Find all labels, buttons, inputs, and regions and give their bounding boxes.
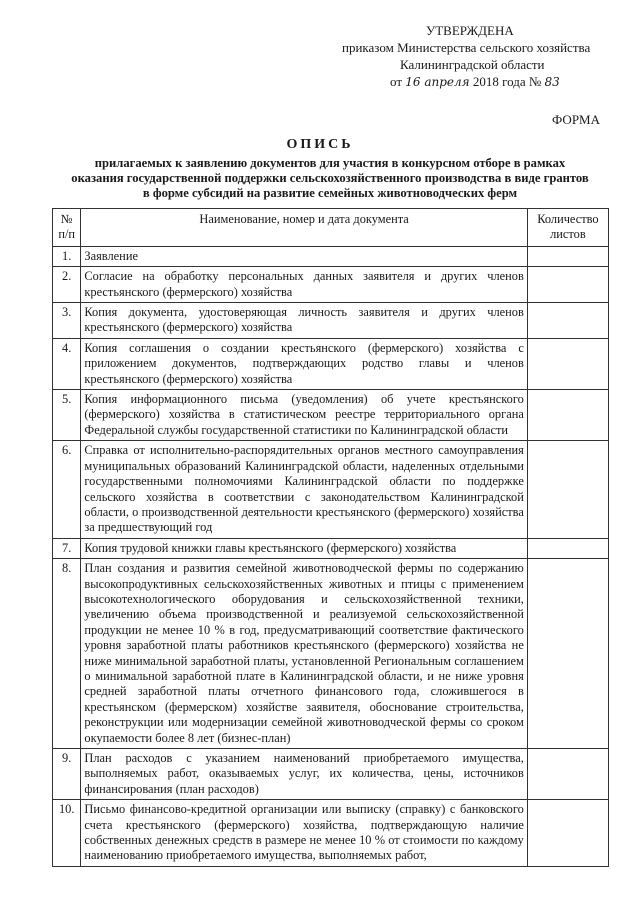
row-document-name: План создания и развития семейной животноводческой фермы по содержанию высокопродуктивных сельскохозяйственных животных и птицы с применением высокотехнологического оборудования и сельскохозяйственной техники, увеличению объема производственной и реализуемой сельскохозяйственной продукции не менее 10 % в год, предусматривающий соответствие фактического уровня заработной платы работников крестьянского (фермерского) хозяйства не ниже минимальной заработной платы, установленной Региональным соглашением о минимальной заработной плате в Калининградской области, и не ниже уровня средней заработной платы отчетного финансового года, сложившегося в крестьянском (фермерском) хозяйстве заявителя, обоснование строительства, реконструкции или модернизации семейной животноводческой фермы со сроком окупаемости более 8 лет (бизнес-план) [81,559,527,749]
header-qty: Количество листов [527,209,608,247]
date-prefix: от [390,74,403,89]
table-row [53,749,609,800]
handwritten-number: 83 [544,75,560,89]
row-document-name: Согласие на обработку персональных данных заявителя и других членов крестьянского (фермерского) хозяйства [81,267,527,303]
row-sheet-count [527,559,608,749]
table-row [53,800,609,867]
row-sheet-count [527,303,608,339]
row-sheet-count [527,246,608,266]
row-number: 4. [53,338,81,389]
row-document-name: Копия соглашения о создании крестьянского (фермерского) хозяйства с приложением документов, подтверждающих родство главы и членов крестьянского (фермерского) хозяйства [81,338,527,389]
row-document-name: Копия трудовой книжки главы крестьянского (фермерского) хозяйства [81,538,527,558]
row-document-name: Копия информационного письма (уведомления) об учете крестьянского (фермерского) хозяйства в статистическом реестре территориального органа Федеральной службы государственной статистики по Калининградской области [81,390,527,441]
approval-region: Калининградской области [400,57,545,72]
row-document-name: Письмо финансово-кредитной организации или выписку (справку) с банковского счета крестьянского (фермерского) хозяйства, подтверждающую наличие собственных денежных средств в размере не менее 10 % от стоимости по каждому наименованию приобретаемого имущества, выполняемых работ, [81,800,527,867]
form-label: ФОРМА [552,112,600,127]
row-sheet-count [527,800,608,867]
row-number: 5. [53,390,81,441]
row-sheet-count [527,538,608,558]
row-sheet-count [527,390,608,441]
approval-order: приказом Министерства сельского хозяйства [342,40,591,55]
header-name: Наименование, номер и дата документа [81,209,527,247]
row-number: 6. [53,441,81,538]
documents-table [52,208,609,867]
approval-block [330,22,620,91]
row-number: 10. [53,800,81,867]
table-row [53,441,609,538]
row-document-name: Копия документа, удостоверяющая личность заявителя и других членов крестьянского (фермерского) хозяйства [81,303,527,339]
table-row [53,246,609,266]
row-sheet-count [527,441,608,538]
table-row [53,303,609,339]
row-number: 3. [53,303,81,339]
row-document-name: Справка от исполнительно-распорядительных органов местного самоуправления муниципальных образований Калининградской области, наделенных отдельными государственными полномочиями Калининградской области по поддержке сельского хозяйства в соответствии с законодательством Калининградской области, о производственной деятельности крестьянского (фермерского) хозяйства за предшествующий год [81,441,527,538]
row-number: 8. [53,559,81,749]
document-title: ОПИСЬ [286,137,354,152]
table-row [53,390,609,441]
row-number: 9. [53,749,81,800]
row-sheet-count [527,338,608,389]
date-suffix: 2018 года № [472,74,542,89]
handwritten-date: 16 апреля [405,75,470,89]
row-sheet-count [527,267,608,303]
table-row [53,267,609,303]
row-number: 1. [53,246,81,266]
table-row [53,559,609,749]
table-header-row [53,209,609,247]
approval-date [330,73,620,91]
table-row [53,338,609,389]
row-document-name: План расходов с указанием наименований приобретаемого имущества, выполняемых работ, оказываемых услуг, их количества, цены, источников финансирования (план расходов) [81,749,527,800]
row-number: 7. [53,538,81,558]
header-num: № п/п [53,209,81,247]
row-document-name: Заявление [81,246,527,266]
table-row [53,538,609,558]
row-sheet-count [527,749,608,800]
approval-title: УТВЕРЖДЕНА [426,23,514,38]
row-number: 2. [53,267,81,303]
document-subtitle: прилагаемых к заявлению документов для участия в конкурсном отборе в рамках оказания государственной поддержки сельскохозяйственного производства в виде грантов в форме субсидий на развитие семейных животноводческих ферм [71,156,589,200]
